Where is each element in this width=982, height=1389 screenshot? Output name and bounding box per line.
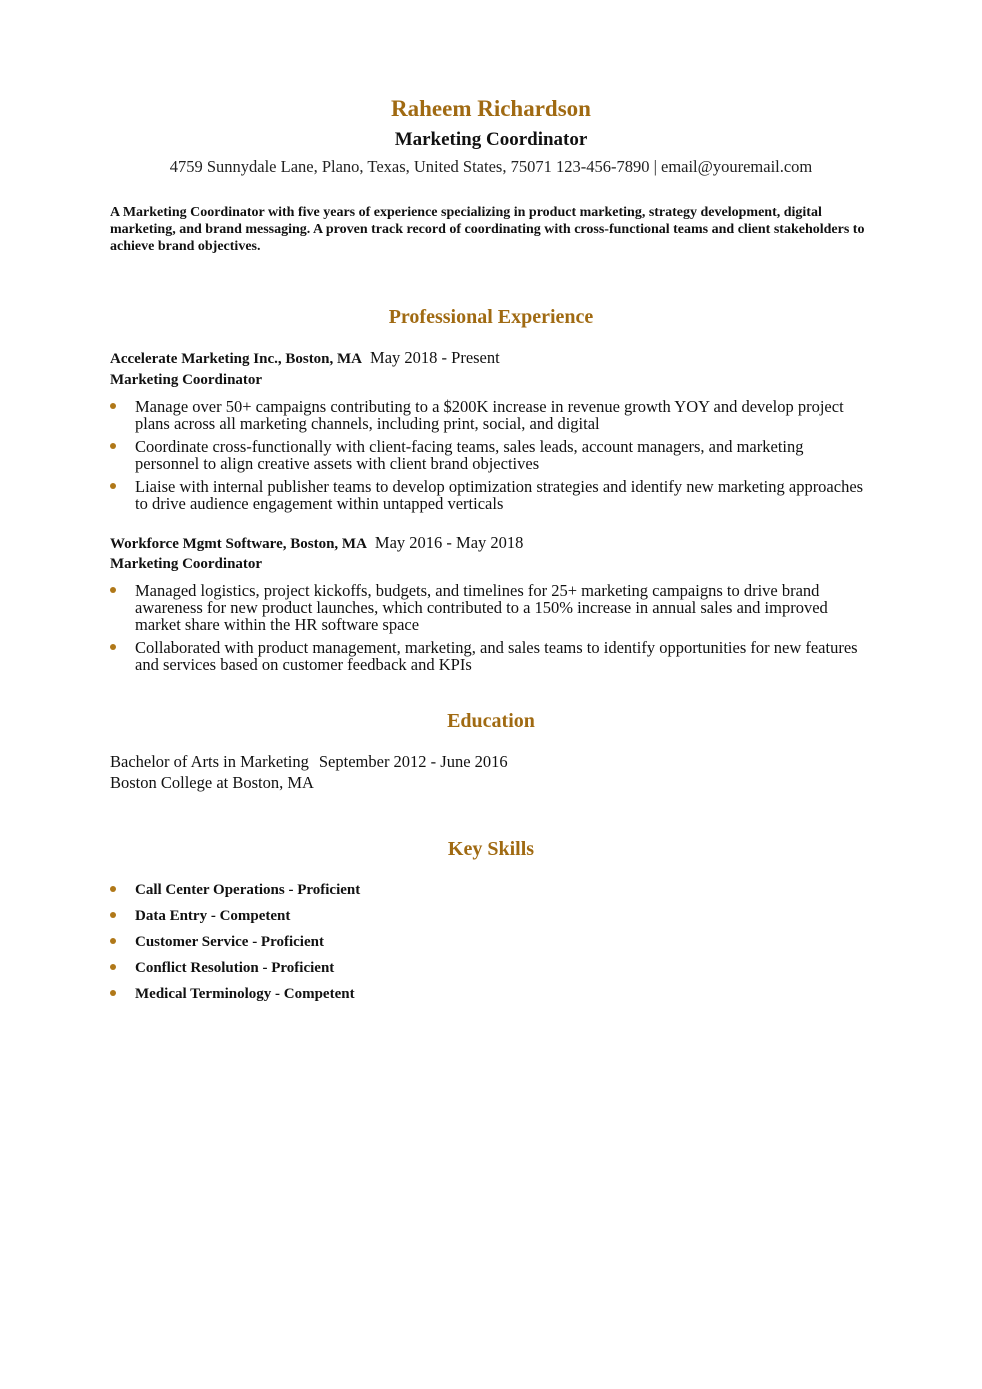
bullet-dot-icon — [110, 912, 116, 918]
section-title-skills: Key Skills — [447, 838, 535, 860]
bullet-dot-icon — [110, 964, 116, 970]
bullet-dot-icon — [110, 483, 116, 489]
job-bullet-text: Coordinate cross-functionally with client-facing teams, sales leads, account managers, and marketing personnel to align creative assets with client brand objectives — [135, 437, 804, 473]
skill-text: Call Center Operations - Proficient — [135, 882, 361, 898]
job-bullet — [110, 478, 870, 512]
bullet-dot-icon — [110, 644, 116, 650]
skill-item — [110, 907, 870, 925]
bullet-dot-icon — [110, 443, 116, 449]
job-dates: May 2018 - Present — [370, 348, 500, 367]
job-bullet — [110, 438, 870, 472]
skill-item — [110, 985, 870, 1003]
skill-item — [110, 959, 870, 977]
contact-line: 4759 Sunnydale Lane, Plano, Texas, United States, 75071 123-456-7890 | email@youremail.com — [169, 157, 813, 176]
education-entry — [110, 751, 508, 793]
section-title-experience: Professional Experience — [388, 306, 594, 328]
education-degree-line — [110, 751, 508, 772]
candidate-headline: Marketing Coordinator — [394, 129, 588, 150]
summary-paragraph: A Marketing Coordinator with five years of experience specializing in product marketing, strategy development, digital marketing, and brand messaging. A proven track record of coordinating with cross-functional teams and client stakeholders to achieve brand objectives. — [110, 205, 865, 254]
section-title-education: Education — [447, 710, 535, 732]
job-role: Marketing Coordinator — [110, 556, 263, 572]
education-school: Boston College at Boston, MA — [110, 773, 314, 792]
bullet-dot-icon — [110, 938, 116, 944]
job-bullet-list — [110, 582, 870, 679]
skill-text: Customer Service - Proficient — [135, 934, 324, 950]
job-bullet-text: Liaise with internal publisher teams to develop optimization strategies and identify new marketing approaches to drive audience engagement within untapped verticals — [135, 477, 864, 513]
education-dates: September 2012 - June 2016 — [318, 752, 508, 771]
job-dates: May 2016 - May 2018 — [374, 533, 524, 552]
skill-text: Conflict Resolution - Proficient — [135, 960, 335, 976]
skills-list — [110, 881, 870, 1011]
bullet-dot-icon — [110, 587, 116, 593]
job-bullet-text: Collaborated with product management, marketing, and sales teams to identify opportunities for new features and services based on customer feedback and KPIs — [135, 638, 858, 674]
skill-item — [110, 881, 870, 899]
job-bullet — [110, 398, 870, 432]
bullet-dot-icon — [110, 990, 116, 996]
job-bullet-text: Manage over 50+ campaigns contributing to a $200K increase in revenue growth YOY and develop project plans across all marketing channels, including print, social, and digital — [135, 397, 844, 433]
job-header — [110, 533, 523, 553]
education-degree: Bachelor of Arts in Marketing — [110, 752, 309, 771]
job-bullet — [110, 639, 870, 673]
skill-text: Medical Terminology - Competent — [135, 986, 355, 1002]
bullet-dot-icon — [110, 886, 116, 892]
job-company: Workforce Mgmt Software, Boston, MA — [110, 536, 367, 552]
job-bullet-text: Managed logistics, project kickoffs, budgets, and timelines for 25+ marketing campaigns to drive brand awareness for new product launches, which contributed to a 150% increase in annual sales and improved market share within the HR software space — [135, 581, 828, 634]
job-bullet-list — [110, 398, 870, 518]
job-header — [110, 348, 500, 368]
job-bullet — [110, 582, 870, 633]
skill-text: Data Entry - Competent — [135, 908, 291, 924]
job-role: Marketing Coordinator — [110, 372, 263, 388]
skill-item — [110, 933, 870, 951]
job-company: Accelerate Marketing Inc., Boston, MA — [110, 351, 363, 367]
candidate-name: Raheem Richardson — [391, 96, 591, 121]
bullet-dot-icon — [110, 403, 116, 409]
